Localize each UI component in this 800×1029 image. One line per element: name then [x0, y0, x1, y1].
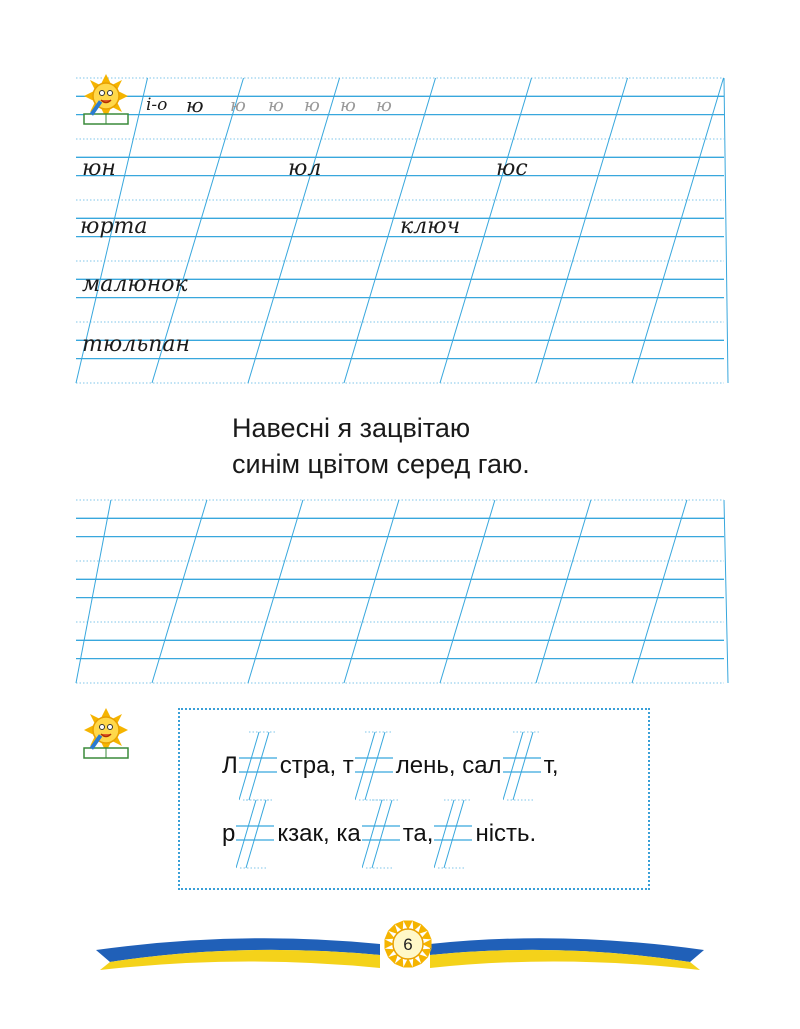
ruled-line — [434, 800, 454, 868]
exercise-text: ність. — [475, 820, 537, 847]
word-yul: юл — [288, 156, 322, 181]
ruled-line — [355, 732, 375, 800]
page-number: 6 — [403, 935, 413, 954]
word-yun: юн — [82, 156, 116, 181]
exercise-text: та, — [402, 820, 434, 847]
example-letter-dotted: ю — [268, 95, 284, 116]
ruled-line — [76, 500, 111, 683]
letter-slot[interactable] — [362, 816, 402, 852]
ruled-line — [440, 500, 495, 683]
ruled-line — [344, 500, 399, 683]
ruled-line — [444, 800, 464, 868]
example-row-first: і-о — [146, 95, 168, 115]
example-letter-dotted: ю — [304, 95, 320, 116]
ruled-line — [513, 732, 533, 800]
exercise-text: т, — [543, 752, 559, 779]
slot-guide-icon — [362, 798, 402, 870]
letter-slot[interactable] — [355, 748, 395, 784]
word-yus: юс — [496, 156, 528, 181]
ruled-line — [248, 500, 303, 683]
ruled-line — [632, 78, 724, 383]
ruled-line — [372, 800, 392, 868]
page-number-badge — [378, 914, 438, 974]
exercise-text: Л — [222, 752, 238, 779]
letter-slot[interactable] — [239, 748, 279, 784]
word-klyuch: ключ — [400, 214, 461, 239]
ruled-line — [365, 732, 385, 800]
word-malyunok: малюнок — [82, 272, 188, 297]
slot-guide-icon — [434, 798, 474, 870]
ruled-line — [724, 78, 728, 383]
slot-guide-icon — [236, 798, 276, 870]
ruled-line — [362, 800, 382, 868]
sun-mascot-icon — [76, 74, 136, 126]
ruled-line — [249, 732, 269, 800]
riddle-line-2: синім цвітом серед гаю. — [232, 449, 530, 479]
example-letter-dotted: ю — [230, 95, 246, 116]
exercise-text: кзак, ка — [277, 820, 361, 847]
letter-slot[interactable] — [503, 748, 543, 784]
example-letter-dotted: ю — [376, 95, 392, 116]
sun-mascot-icon — [76, 708, 136, 760]
ruled-line — [248, 78, 340, 383]
ruled-line — [503, 732, 523, 800]
riddle-line-1: Навесні я зацвітаю — [232, 413, 471, 443]
ruled-line — [536, 78, 628, 383]
letter-slot[interactable] — [236, 816, 276, 852]
slot-guide-icon — [503, 730, 543, 802]
riddle-text — [232, 410, 530, 482]
missing-letter-exercise — [178, 708, 650, 890]
exercise-text: р — [222, 820, 236, 847]
example-letter-dotted: ю — [340, 95, 356, 116]
example-letter: ю — [186, 93, 204, 117]
ruled-line — [536, 500, 591, 683]
slot-guide-icon — [239, 730, 279, 802]
ruled-line — [246, 800, 266, 868]
exercise-row-2 — [222, 816, 536, 852]
ruled-line — [152, 500, 207, 683]
letter-slot[interactable] — [434, 816, 474, 852]
slot-guide-icon — [355, 730, 395, 802]
exercise-text: стра, т — [279, 752, 354, 779]
word-tyulpan: тюльпан — [82, 332, 190, 357]
exercise-text: лень, сал — [395, 752, 502, 779]
ruled-line — [239, 732, 259, 800]
exercise-row-1 — [222, 748, 559, 784]
word-yurta: юрта — [80, 214, 148, 239]
ruled-line — [632, 500, 687, 683]
ruled-line — [236, 800, 256, 868]
ruled-line — [724, 500, 728, 683]
